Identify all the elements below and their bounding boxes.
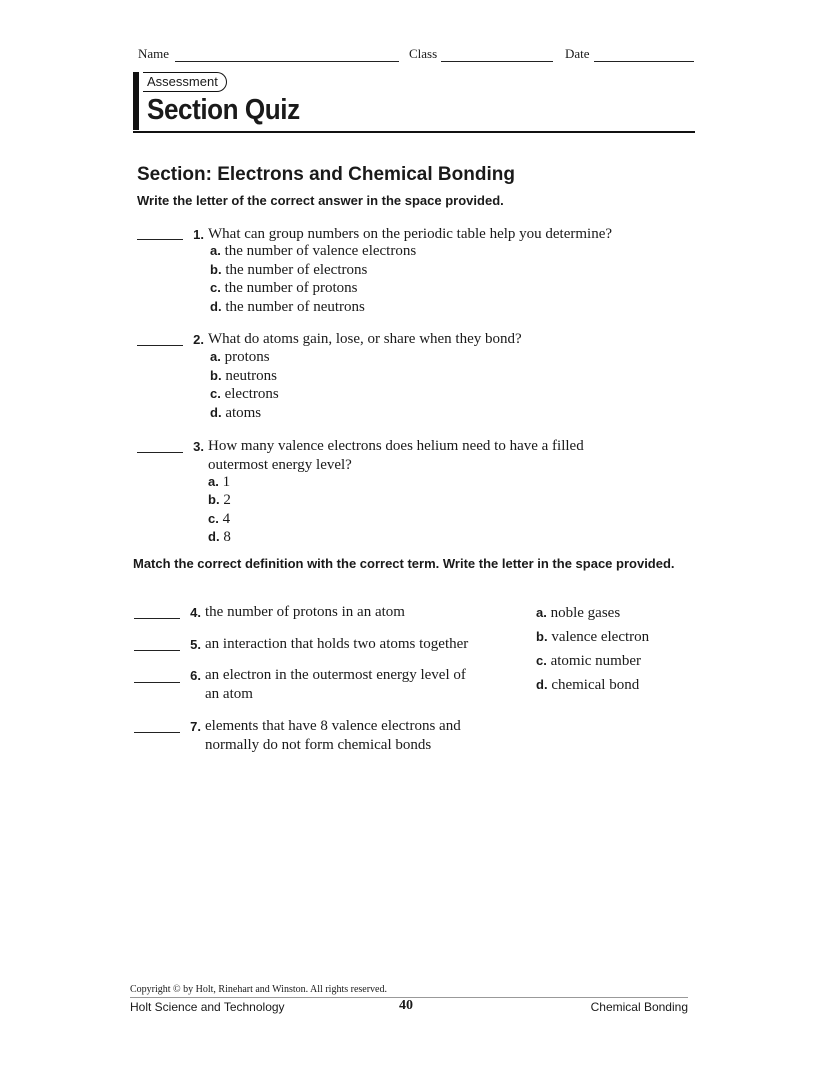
option-item: a. protons — [210, 349, 270, 365]
answer-blank-7[interactable] — [134, 732, 180, 733]
copyright: Copyright © by Holt, Rinehart and Winston. All rights reserved. — [130, 984, 387, 995]
name-label: Name — [138, 46, 170, 61]
option-item: d. 8 — [208, 529, 231, 545]
option-item: c. electrons — [210, 386, 279, 402]
section-instruction: Write the letter of the correct answer in the space provided. — [137, 193, 504, 208]
term-item: d. chemical bond — [536, 677, 640, 693]
page-title: Section Quiz — [147, 94, 300, 126]
answer-blank-6[interactable] — [134, 682, 180, 683]
definition-text: an atom — [205, 686, 253, 702]
question-number: 5. — [190, 637, 201, 652]
chapter-title: Chemical Bonding — [590, 1000, 688, 1014]
question-number: 4. — [190, 605, 201, 620]
title-divider — [133, 131, 695, 133]
question-number: 2. — [193, 332, 204, 347]
term-item: b. valence electron — [536, 629, 650, 645]
answer-blank-3[interactable] — [137, 452, 183, 453]
question-text: What can group numbers on the periodic table help you determine? — [208, 226, 613, 242]
option-item: b. neutrons — [210, 368, 277, 384]
matching-instruction: Match the correct definition with the correct term. Write the letter in the space provided. — [133, 556, 675, 571]
option-item: d. the number of neutrons — [210, 299, 365, 315]
question-number: 6. — [190, 668, 201, 683]
definition-text: an electron in the outermost energy level of — [205, 667, 466, 683]
question-number: 3. — [193, 439, 204, 454]
name-field[interactable] — [175, 61, 399, 62]
definition-text: the number of protons in an atom — [205, 604, 405, 620]
class-field[interactable] — [441, 61, 553, 62]
answer-blank-2[interactable] — [137, 345, 183, 346]
answer-blank-1[interactable] — [137, 239, 183, 240]
question-text: What do atoms gain, lose, or share when they bond? — [208, 331, 522, 347]
answer-blank-4[interactable] — [134, 618, 180, 619]
option-item: c. 4 — [208, 511, 231, 527]
definition-text: an interaction that holds two atoms together — [205, 636, 469, 652]
book-title: Holt Science and Technology — [130, 1000, 285, 1014]
question-text: outermost energy level? — [208, 457, 352, 473]
question-number: 1. — [193, 227, 204, 242]
assessment-tab: Assessment — [143, 72, 227, 92]
term-item: c. atomic number — [536, 653, 641, 669]
class-label: Class — [409, 46, 438, 61]
date-field[interactable] — [594, 61, 694, 62]
option-item: a. the number of valence electrons — [210, 243, 417, 259]
answer-blank-5[interactable] — [134, 650, 180, 651]
option-item: d. atoms — [210, 405, 262, 421]
section-title: Section: Electrons and Chemical Bonding — [137, 164, 515, 185]
question-text: How many valence electrons does helium need to have a filled — [208, 438, 584, 454]
date-label: Date — [565, 46, 590, 61]
definition-text: elements that have 8 valence electrons and — [205, 718, 461, 734]
option-item: c. the number of protons — [210, 280, 358, 296]
option-item: a. 1 — [208, 474, 231, 490]
term-item: a. noble gases — [536, 605, 621, 621]
definition-text: normally do not form chemical bonds — [205, 737, 432, 753]
option-item: b. 2 — [208, 492, 231, 508]
question-number: 7. — [190, 719, 201, 734]
banner-bar — [133, 72, 139, 130]
page-number: 40 — [399, 998, 413, 1013]
option-item: b. the number of electrons — [210, 262, 368, 278]
